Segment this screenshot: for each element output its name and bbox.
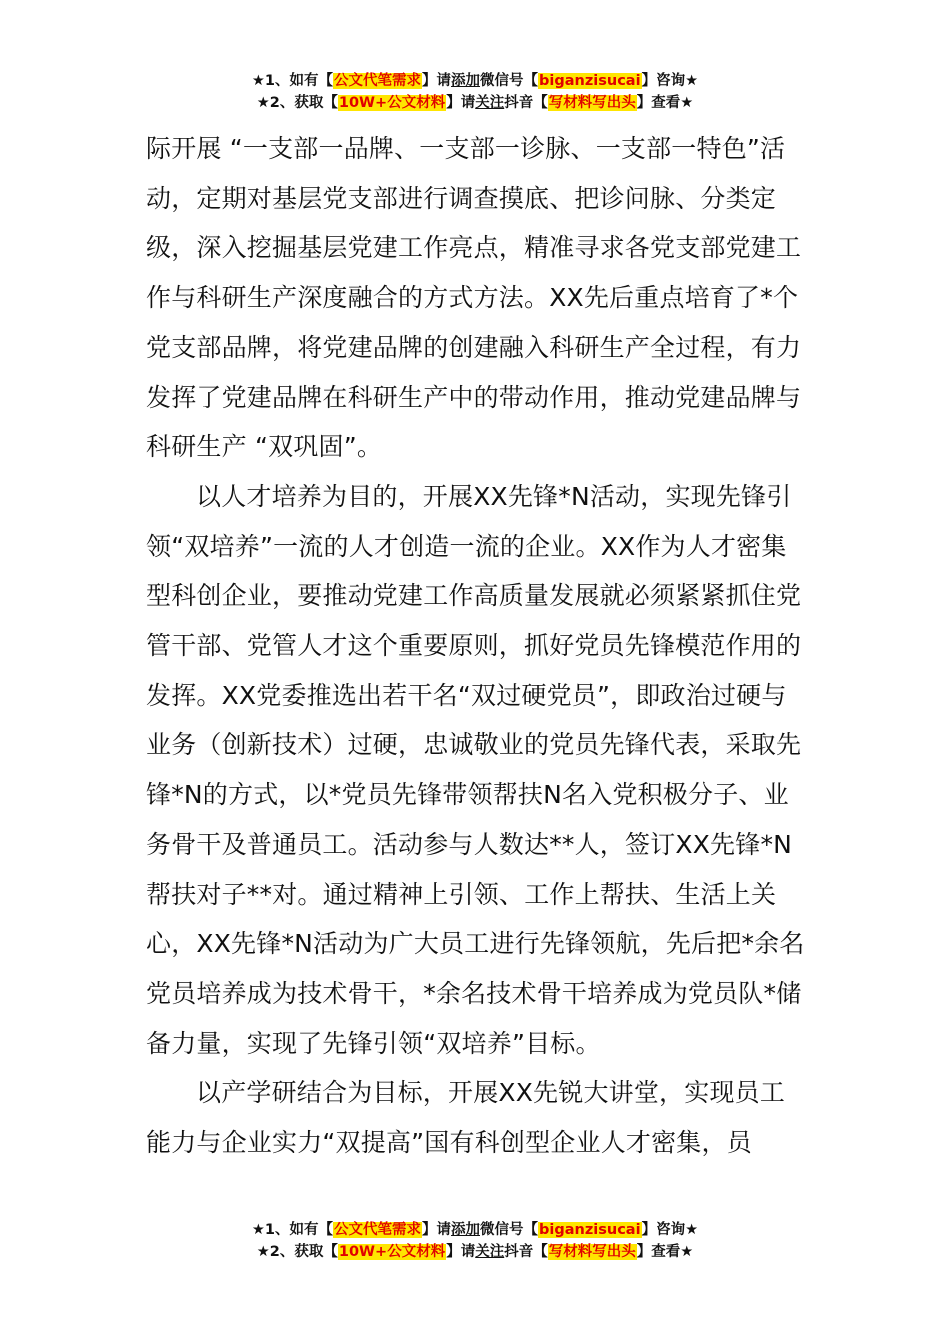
banner-text: 】请	[422, 1222, 452, 1238]
banner-text: 】请	[446, 95, 476, 111]
highlight-douyin-account: 写材料写出头	[548, 1244, 636, 1260]
highlight-wechat-id: biganzisucai	[539, 1222, 641, 1238]
top-banner	[0, 70, 950, 114]
bottom-banner	[0, 1219, 950, 1263]
banner-text: 】咨询★	[641, 1222, 699, 1238]
banner-text: ★1、如有【	[251, 1222, 334, 1238]
paragraph-3: 以产学研结合为目标，开展XX先锐大讲堂，实现员工能力与企业实力“双提高”国有科创型企业人才密集，员	[146, 1078, 786, 1158]
banner-text: 微信号【	[480, 73, 539, 89]
highlight-wechat-id: biganzisucai	[539, 73, 641, 89]
banner-text: ★2、获取【	[256, 1244, 338, 1260]
paragraph-2: 以人才培养为目的，开展XX先锋*N活动，实现先锋引领“双培养”一流的人才创造一流的企业。XX作为人才密集型科创企业，要推动党建工作高质量发展就必须紧紧抓住党管干部、党管人才这个重要原则，抓好党员先锋模范作用的发挥。XX党委推选出若干名“双过硬党员”，即政治过硬与业务（创新技术）过硬，忠诚敬业的党员先锋代表，采取先锋*N的方式，以*党员先锋带领帮扶N名入党积极分子、业务骨干及普通员工。活动参与人数达**人，签订XX先锋*N帮扶对子**对。通过精神上引领、工作上帮扶、生活上关心，XX先锋*N活动为广大员工进行先锋领航，先后把*余名党员培养成为技术骨干，*余名技术骨干培养成为党员队*储备力量，实现了先锋引领“双培养”目标。	[146, 481, 805, 1058]
banner-text: 抖音【	[504, 1244, 548, 1260]
document-body	[146, 124, 810, 1168]
underlined-text: 添加	[451, 1222, 481, 1238]
underlined-text: 关注	[475, 1244, 505, 1260]
banner-text: 】查看★	[636, 1244, 694, 1260]
banner-text: 抖音【	[504, 95, 548, 111]
highlight-service: 公文代笔需求	[334, 73, 422, 89]
highlight-materials: 10W+公文材料	[338, 1244, 446, 1260]
banner-line-2	[0, 1241, 950, 1263]
banner-text: 】查看★	[636, 95, 694, 111]
banner-text: 微信号【	[480, 1222, 539, 1238]
banner-line-1	[0, 1219, 950, 1241]
banner-text: ★2、获取【	[256, 95, 338, 111]
highlight-douyin-account: 写材料写出头	[548, 95, 636, 111]
banner-line-2	[0, 92, 950, 114]
underlined-text: 关注	[475, 95, 505, 111]
banner-text: 】请	[446, 1244, 476, 1260]
banner-line-1	[0, 70, 950, 92]
banner-text: ★1、如有【	[251, 73, 334, 89]
banner-text: 】请	[422, 73, 452, 89]
highlight-materials: 10W+公文材料	[338, 95, 446, 111]
underlined-text: 添加	[451, 73, 481, 89]
paragraph-1: 际开展 “一支部一品牌、一支部一诊脉、一支部一特色”活动，定期对基层党支部进行调查摸底、把诊问脉、分类定级，深入挖掘基层党建工作亮点，精准寻求各党支部党建工作与科研生产深度融合的方式方法。XX先后重点培育了*个党支部品牌，将党建品牌的创建融入科研生产全过程，有力发挥了党建品牌在科研生产中的带动作用，推动党建品牌与科研生产 “双巩固”。	[146, 134, 802, 462]
banner-text: 】咨询★	[641, 73, 699, 89]
highlight-service: 公文代笔需求	[334, 1222, 422, 1238]
